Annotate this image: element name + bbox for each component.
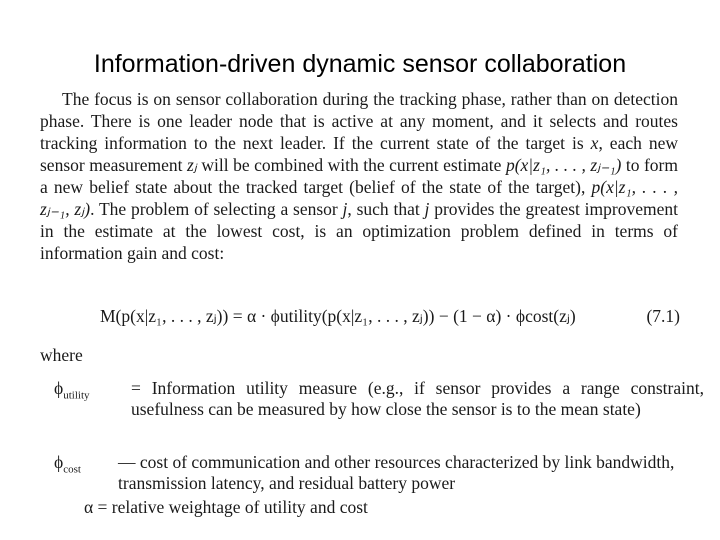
text-run: The focus is on sensor collaboration during the tracking phase, rather than on detection phase. There is one leader node that is active at any moment, and it selects and routes tracking information to the next leader. If the current state of the target is bbox=[40, 89, 678, 153]
slide-title: Information-driven dynamic sensor collaboration bbox=[93, 50, 627, 78]
definition-utility-text: = Information utility measure (e.g., if sensor provides a range constraint, usefulness can be measured by how close the sensor is to the mean state) bbox=[131, 378, 704, 419]
math-run: p(x|z₁, . . . , zⱼ₋₁, zⱼ) bbox=[40, 177, 678, 219]
definition-utility bbox=[54, 378, 704, 419]
definition-cost bbox=[54, 452, 710, 493]
text-run: provides the greatest improvement in the estimate at the lowest cost, is an optimization problem defined in terms of information gain and cost: bbox=[40, 199, 678, 263]
equation-7-1 bbox=[100, 306, 680, 327]
math-run: j bbox=[424, 199, 430, 219]
equation-number: (7.1) bbox=[646, 306, 680, 326]
math-run: p(x|z₁, . . . , zⱼ₋₁) bbox=[505, 155, 622, 175]
text-run: . The problem of selecting a sensor bbox=[90, 199, 343, 219]
equation-expression: M(p(x|z₁, . . . , zⱼ)) = α · ϕutility(p(x|z₁, . . . , zⱼ)) − (1 − α) · ϕcost(zⱼ) bbox=[100, 306, 576, 326]
math-run: j bbox=[342, 199, 348, 219]
definition-cost-text: — cost of communication and other resources characterized by link bandwidth, transmission latency, and residual battery power bbox=[118, 452, 675, 493]
phi-utility-symbol: $\phi_{utility}$ bbox=[54, 378, 90, 402]
where-label: where bbox=[40, 345, 83, 365]
definition-alpha: α = relative weightage of utility and cost bbox=[84, 497, 368, 517]
math-run: zⱼ bbox=[187, 155, 197, 175]
text-run: to form a new belief state about the tracked target (belief of the state of the target), bbox=[40, 155, 678, 197]
phi-cost-symbol: $\phi_{cost}$ bbox=[54, 452, 81, 476]
body-paragraph bbox=[40, 88, 678, 264]
text-run: , such that bbox=[347, 199, 425, 219]
math-run: x bbox=[590, 133, 599, 153]
text-run: will be combined with the current estimate bbox=[196, 155, 506, 175]
text-run: , each new sensor measurement bbox=[40, 133, 678, 175]
